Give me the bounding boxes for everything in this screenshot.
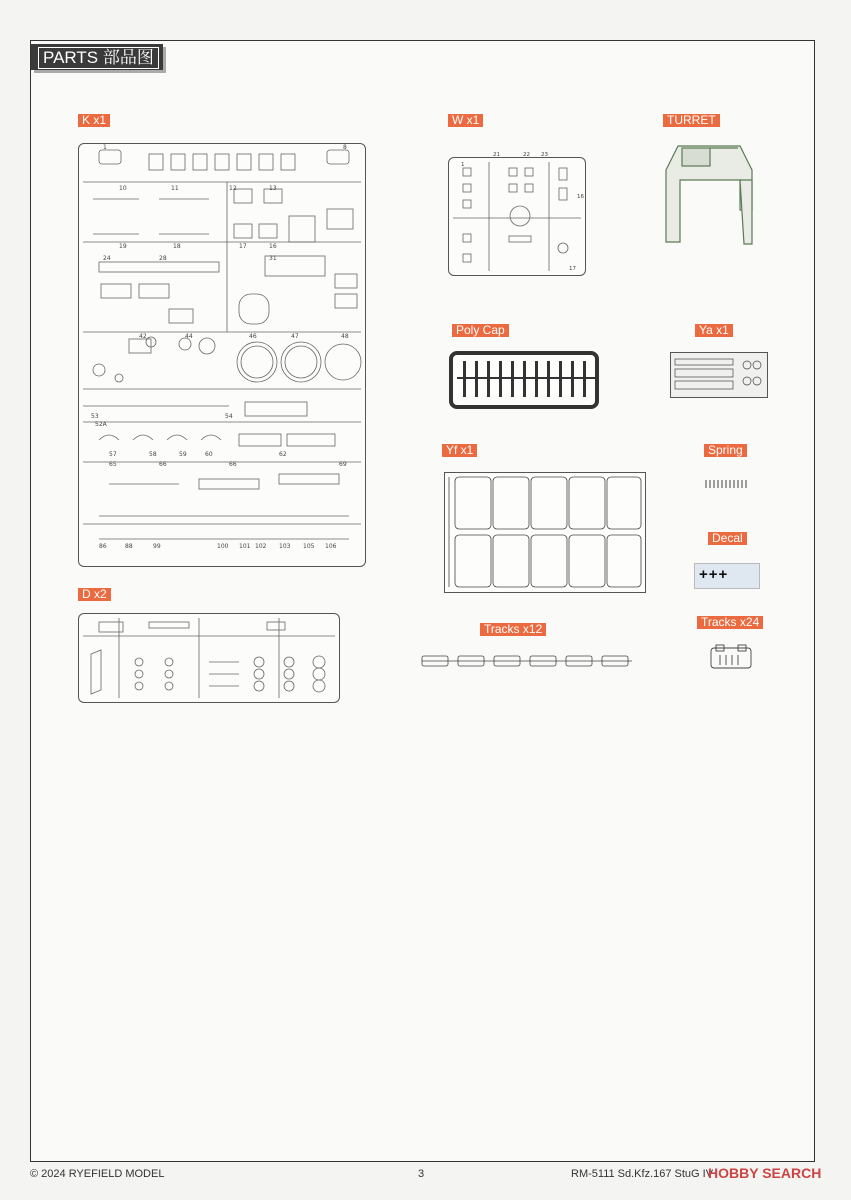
svg-text:53: 53 [91, 413, 99, 420]
footer-copyright: © 2024 RYEFIELD MODEL [30, 1168, 165, 1180]
sprue-d [78, 613, 340, 703]
svg-text:103: 103 [279, 543, 291, 550]
svg-text:65: 65 [109, 461, 117, 468]
svg-text:57: 57 [109, 451, 117, 458]
svg-text:19: 19 [119, 243, 127, 250]
ya-photo-etch [670, 352, 768, 398]
sprue-k-drawing [79, 144, 367, 568]
label-turret: TURRET [663, 114, 720, 127]
label-k-sprue: K x1 [78, 114, 110, 127]
svg-text:99: 99 [153, 543, 161, 550]
decal-sheet [694, 563, 760, 589]
yf-photo-etch [444, 472, 646, 593]
svg-text:101: 101 [239, 543, 251, 550]
page-title [31, 44, 163, 70]
label-yf: Yf x1 [442, 444, 477, 457]
svg-text:17: 17 [569, 266, 576, 272]
svg-text:17: 17 [239, 243, 247, 250]
svg-text:54: 54 [225, 413, 233, 420]
svg-text:69: 69 [339, 461, 347, 468]
label-decal: Decal [708, 532, 747, 545]
svg-text:12: 12 [229, 185, 237, 192]
footer-product: RM-5111 Sd.Kfz.167 StuG IV [571, 1168, 714, 1180]
svg-text:47: 47 [291, 333, 299, 340]
svg-text:1: 1 [461, 162, 465, 168]
svg-text:46: 46 [249, 333, 257, 340]
svg-text:16: 16 [269, 243, 277, 250]
label-spring: Spring [704, 444, 747, 457]
svg-text:22: 22 [523, 152, 530, 158]
svg-text:100: 100 [217, 543, 229, 550]
sprue-d-drawing [79, 614, 341, 704]
yf-drawing [445, 473, 645, 592]
page-title-text: PARTS 部品图 [38, 47, 159, 69]
label-poly-cap: Poly Cap [452, 324, 509, 337]
svg-text:105: 105 [303, 543, 315, 550]
spring-drawing [704, 478, 750, 490]
svg-text:44: 44 [185, 333, 193, 340]
label-w-sprue: W x1 [448, 114, 483, 127]
label-tracks-12: Tracks x12 [480, 623, 546, 636]
svg-text:88: 88 [125, 543, 133, 550]
sprue-w [448, 152, 586, 276]
svg-text:23: 23 [541, 152, 548, 158]
svg-text:16: 16 [577, 194, 584, 200]
svg-text:106: 106 [325, 543, 337, 550]
sprue-k [78, 143, 366, 567]
svg-text:60: 60 [205, 451, 213, 458]
svg-text:8: 8 [343, 144, 347, 151]
decal-crosses: +++ [699, 566, 729, 583]
svg-text:48: 48 [341, 333, 349, 340]
svg-text:1: 1 [103, 144, 107, 151]
svg-text:66: 66 [229, 461, 237, 468]
svg-text:11: 11 [171, 185, 179, 192]
svg-text:18: 18 [173, 243, 181, 250]
turret-drawing [660, 140, 760, 250]
svg-text:52A: 52A [95, 421, 107, 428]
svg-text:13: 13 [269, 185, 277, 192]
svg-text:31: 31 [269, 255, 277, 262]
svg-text:59: 59 [179, 451, 187, 458]
sprue-w-drawing [449, 152, 587, 277]
svg-text:58: 58 [149, 451, 157, 458]
svg-text:24: 24 [103, 255, 111, 262]
ya-drawing [671, 353, 767, 397]
svg-text:28: 28 [159, 255, 167, 262]
label-d-sprue: D x2 [78, 588, 111, 601]
svg-text:86: 86 [99, 543, 107, 550]
label-ya: Ya x1 [695, 324, 733, 337]
svg-text:42: 42 [139, 333, 147, 340]
svg-text:102: 102 [255, 543, 267, 550]
svg-text:10: 10 [119, 185, 127, 192]
footer-page-number: 3 [418, 1168, 425, 1180]
poly-cap-sprue [449, 351, 599, 409]
svg-text:21: 21 [493, 152, 500, 158]
watermark: HOBBY SEARCH [708, 1165, 822, 1181]
poly-cap-drawing [453, 355, 603, 413]
tracks-x24-drawing [708, 643, 754, 673]
label-tracks-24: Tracks x24 [697, 616, 763, 629]
tracks-x12-drawing [420, 650, 636, 672]
svg-text:62: 62 [279, 451, 287, 458]
svg-text:66: 66 [159, 461, 167, 468]
